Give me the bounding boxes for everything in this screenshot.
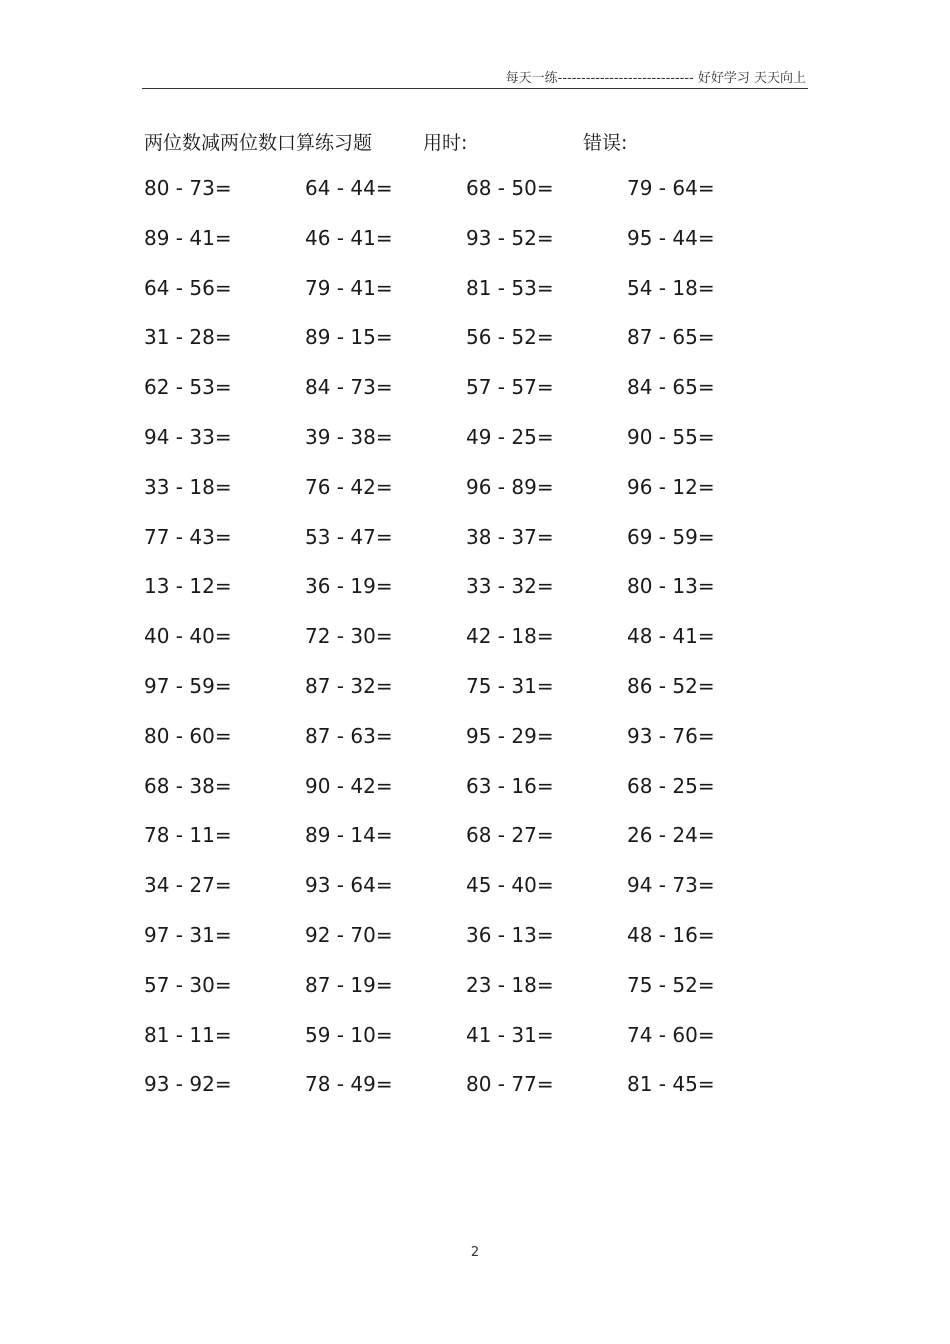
problem-item: 86 - 52=	[627, 673, 715, 698]
problem-item: 80 - 13=	[627, 574, 715, 599]
problem-item: 81 - 53=	[466, 275, 554, 300]
problem-item: 38 - 37=	[466, 524, 554, 549]
problem-item: 13 - 12=	[144, 574, 232, 599]
problem-item: 89 - 15=	[305, 325, 393, 350]
problem-item: 97 - 59=	[144, 673, 232, 698]
header-dashes: -----------------------------	[557, 71, 694, 86]
problem-item: 36 - 13=	[466, 922, 554, 947]
header-text	[506, 67, 806, 86]
problem-item: 94 - 33=	[144, 424, 232, 449]
problem-item: 54 - 18=	[627, 275, 715, 300]
problem-item: 75 - 52=	[627, 972, 715, 997]
problem-item: 80 - 60=	[144, 723, 232, 748]
problem-item: 59 - 10=	[305, 1022, 393, 1047]
problem-item: 76 - 42=	[305, 474, 393, 499]
problem-item: 31 - 28=	[144, 325, 232, 350]
problem-item: 39 - 38=	[305, 424, 393, 449]
problem-item: 77 - 43=	[144, 524, 232, 549]
problem-item: 64 - 56=	[144, 275, 232, 300]
problem-item: 48 - 41=	[627, 624, 715, 649]
problem-item: 68 - 50=	[466, 176, 554, 200]
problem-item: 84 - 65=	[627, 375, 715, 400]
problem-item: 84 - 73=	[305, 375, 393, 400]
problem-item: 93 - 76=	[627, 723, 715, 748]
problem-item: 95 - 44=	[627, 225, 715, 250]
time-label: 用时:	[423, 132, 468, 154]
problem-item: 94 - 73=	[627, 873, 715, 898]
problem-item: 75 - 31=	[466, 673, 554, 698]
problem-item: 36 - 19=	[305, 574, 393, 599]
problem-item: 79 - 64=	[627, 176, 715, 200]
problem-item: 42 - 18=	[466, 624, 554, 649]
problem-item: 93 - 64=	[305, 873, 393, 898]
problem-item: 79 - 41=	[305, 275, 393, 300]
problem-item: 93 - 92=	[144, 1072, 232, 1097]
problem-item: 64 - 44=	[305, 176, 393, 200]
problem-item: 68 - 27=	[466, 823, 554, 848]
problem-item: 87 - 19=	[305, 972, 393, 997]
problem-item: 95 - 29=	[466, 723, 554, 748]
problem-item: 62 - 53=	[144, 375, 232, 400]
problem-item: 46 - 41=	[305, 225, 393, 250]
problem-item: 26 - 24=	[627, 823, 715, 848]
problem-item: 80 - 73=	[144, 176, 232, 200]
problem-item: 40 - 40=	[144, 624, 232, 649]
problem-item: 63 - 16=	[466, 773, 554, 798]
problem-item: 49 - 25=	[466, 424, 554, 449]
page-number: 2	[470, 1245, 480, 1260]
page-header	[142, 64, 808, 89]
problem-item: 74 - 60=	[627, 1022, 715, 1047]
problem-item: 89 - 14=	[305, 823, 393, 848]
header-left-text: 每天一练	[505, 71, 558, 86]
problem-item: 80 - 77=	[466, 1072, 554, 1097]
problem-item: 41 - 31=	[466, 1022, 554, 1047]
problem-item: 56 - 52=	[466, 325, 554, 350]
problem-item: 93 - 52=	[466, 225, 554, 250]
worksheet-title: 两位数减两位数口算练习题	[144, 132, 373, 154]
problem-item: 96 - 12=	[627, 474, 715, 499]
problem-item: 90 - 55=	[627, 424, 715, 449]
problem-item: 92 - 70=	[305, 922, 393, 947]
problem-item: 45 - 40=	[466, 873, 554, 898]
problem-item: 23 - 18=	[466, 972, 554, 997]
problem-item: 81 - 11=	[144, 1022, 232, 1047]
problem-item: 78 - 49=	[305, 1072, 393, 1097]
problem-item: 68 - 38=	[144, 773, 232, 798]
header-right-text: 好好学习 天天向上	[697, 71, 806, 86]
problem-item: 34 - 27=	[144, 873, 232, 898]
problem-item: 81 - 45=	[627, 1072, 715, 1097]
problem-item: 33 - 32=	[466, 574, 554, 599]
problem-item: 53 - 47=	[305, 524, 393, 549]
errors-label: 错误:	[583, 132, 628, 154]
problem-item: 78 - 11=	[144, 823, 232, 848]
problem-item: 72 - 30=	[305, 624, 393, 649]
problem-item: 97 - 31=	[144, 922, 232, 947]
problem-item: 48 - 16=	[627, 922, 715, 947]
title-row	[144, 128, 744, 158]
problem-item: 68 - 25=	[627, 773, 715, 798]
problem-item: 89 - 41=	[144, 225, 232, 250]
problem-item: 57 - 57=	[466, 375, 554, 400]
problem-item: 96 - 89=	[466, 474, 554, 499]
problem-item: 87 - 63=	[305, 723, 393, 748]
problem-item: 90 - 42=	[305, 773, 393, 798]
problem-item: 87 - 65=	[627, 325, 715, 350]
problem-item: 57 - 30=	[144, 972, 232, 997]
problem-item: 69 - 59=	[627, 524, 715, 549]
problem-item: 87 - 32=	[305, 673, 393, 698]
problem-item: 33 - 18=	[144, 474, 232, 499]
